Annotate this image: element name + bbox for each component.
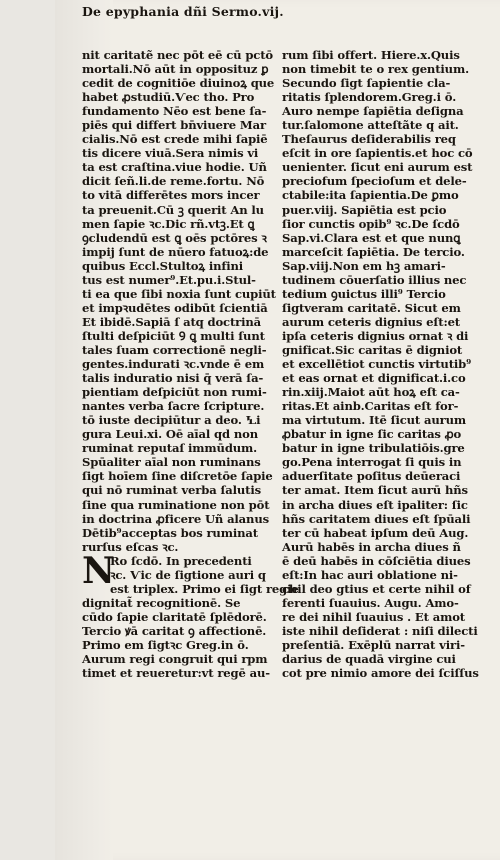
left-column-line: et impꝛudētes odibūt ſcientiā (82, 300, 268, 315)
right-column-line: ſigtveram caritatē. Sicut em (282, 300, 461, 315)
right-column-line: ctabile:ita ſapientia.De ꝑmo (282, 188, 459, 203)
right-column-line: eſt:In hac auri oblatione ni- (282, 567, 458, 582)
right-column-line: preciofum ſpecioſum et dele- (282, 174, 467, 189)
left-column-line: mortali.Nō aūt in opposituz ꝑ (82, 62, 269, 77)
right-column-line: tudinem cōuerſatio illius nec (282, 272, 467, 287)
running-header: De epyphania dñi Sermo.vij. (82, 4, 284, 19)
left-column-line: qui nō ruminat verba ſalutis (82, 483, 262, 498)
right-column-line: ipſa ceteris dignius ornat ꝛ di (282, 328, 469, 343)
right-column-line: Sap.vi.Clara est et que nunꝗ (282, 230, 461, 245)
right-column-line: rin.xiij.Maiot aūt hoꝝ eſt ca- (282, 385, 460, 400)
left-column-line: Tercio ꝟā caritat ꝯ affectionē. (82, 623, 267, 638)
left-column-line: Spūaliter aīal non ruminans (82, 455, 261, 470)
right-column-line: gnificat.Sic caritas ē digniot (282, 342, 463, 357)
right-column-line: ritas.Et ainb.Caritas eſt for- (282, 399, 459, 414)
left-column-line: gura Leui.xi. Oē aīal qd non (82, 427, 259, 442)
left-column-line: ꝛc. Ѵic de ſigtione auri q (110, 567, 266, 582)
right-column-line: ritatis ſplendorem.Greg.i ō. (282, 90, 457, 105)
right-column-line: ma virtutum. Itē ſicut aurum (282, 413, 466, 428)
left-column-line: piēs qui differt bn̄viuere Mar (82, 118, 266, 133)
left-column-line: cialis.Nō est crede mihi ſapiē (82, 132, 268, 147)
right-column-line: ter cū habeat ipſum deū Aug. (282, 525, 469, 540)
left-column-line: ti ea que ſibi noxia ſunt cupiūt (82, 286, 276, 301)
right-column-line: ꝓbatur in igne ſic caritas ꝓo (282, 427, 462, 442)
right-column-line: cot pre nimio amore dei ſciſſus (282, 666, 479, 681)
right-column-line: Secundo ſigt ſapientie cla- (282, 76, 451, 91)
left-column-line: men ſapie ꝛc.Dic rñ.vtꝫ.Et ꝗ (82, 216, 255, 231)
left-column-line: Primo em ſigtꝛc Greg.in ō. (82, 637, 249, 652)
left-column-line: tales ſuam correctionē negli- (82, 342, 267, 357)
left-column-line: Dētib⁹acceptas bos ruminat (82, 525, 258, 540)
left-column-line: pientiam deſpiciūt non rumi- (82, 385, 267, 400)
left-column-line: Aurum regi congruit qui rpm (82, 652, 268, 667)
left-column-line: to vitā differētes mors incer (82, 188, 260, 203)
left-column-line: tus est numer⁹.Et.pu.i.Stul- (82, 272, 256, 287)
right-column-line: aduerſitate poſitus deūeraci (282, 469, 461, 484)
left-column-line: dignitat̃ recognitionē. Se (82, 595, 241, 610)
left-column-line: est triplex. Primo ei ſigt regie (110, 581, 299, 596)
right-column-line: uenienter. ſicut eni aurum est (282, 160, 473, 175)
left-column-line: timet et reueretur:vt regē au- (82, 666, 270, 681)
left-column-line: cedit de cognitiōe diuinoꝝ que (82, 76, 275, 91)
right-column-line: iste nihil deſiderat : niſi dilecti (282, 623, 478, 638)
right-column-line: ferenti ſuauius. Augu. Amo- (282, 595, 459, 610)
right-column (282, 48, 477, 680)
left-column-line: in doctrina ꝓficere Uñ alanus (82, 511, 269, 526)
left-column-line: ſine qua ruminatione non pōt (82, 497, 270, 512)
right-column-line: Sap.viij.Non em hꝫ amari- (282, 258, 446, 273)
right-column-line: et eas ornat et dignificat.i.co (282, 371, 466, 386)
right-column-line: ſior cunctis opib⁹ ꝛc.De ſcdō (282, 216, 460, 231)
left-column-line: gentes.indurati ꝛc.vnde ē em (82, 357, 265, 372)
left-column-line: rurſus eſcas ꝛc. (82, 539, 179, 554)
right-column-line: ter amat. Item ſicut aurū hñs (282, 483, 468, 498)
right-column-line: go.Pena interrogat ſi quis in (282, 455, 462, 470)
left-column-line: tis dicere viuā.Sera nimis vi (82, 146, 259, 161)
right-column-line: Aurū habēs in archa diues ñ (282, 539, 461, 554)
left-column-line: ſigt hoīem ſine diſcretōe ſapie (82, 469, 273, 484)
left-column-line: ruminat reputaſ immūdum. (82, 441, 258, 456)
right-column-line: rum ſibi offert. Hiere.x.Quis (282, 48, 460, 62)
right-column-line: marceſcit ſapiētia. De tercio. (282, 244, 465, 259)
right-column-line: hñs caritatem diues eſt ſpūali (282, 511, 471, 526)
right-column-line: darius de quadā virgine cui (282, 652, 456, 667)
left-column-line: Ro ſcdō. In precedenti (110, 553, 252, 568)
left-column-line: habet ꝓstudiū.Ѵec tho. Pro (82, 90, 255, 105)
left-column-line: fundamento Nēo est bene ſa- (82, 104, 267, 119)
left-column-line: impij ſunt de nūero fatuoꝝ:de (82, 244, 269, 259)
right-column-line: preſentiā. Exēplū narrat viri- (282, 637, 465, 652)
right-column-line: ē deū habēs in cōſciētia diues (282, 553, 471, 568)
right-column-line: tur.ſalomone atteſtãte q ait. (282, 118, 459, 133)
right-column-line: tedium ꝯuictus illi⁹ Tercio (282, 286, 446, 301)
right-column-line: Auro nempe ſapiētia deſigna (282, 104, 464, 119)
left-column-line: quibus Eccl.Stultoꝝ infini (82, 258, 243, 273)
left-column-bottom-text (82, 549, 299, 681)
right-column-line: re dei nihil ſuauius . Et amot (282, 609, 465, 624)
right-column-line: puer.viij. Sapiētia est pcio (282, 202, 447, 217)
right-column-line: non timebit te o rex gentium. (282, 62, 469, 77)
right-column-line: chil deo gtius et certe nihil of (282, 581, 471, 596)
left-column-line: dicit ſeñ.li.de reme.fortu. Nō (82, 174, 265, 189)
drop-cap-initial: N (82, 549, 115, 592)
right-column-line: Theſaurus deſiderabilis req (282, 132, 456, 147)
left-column-line: cūdo ſapie claritatē ſplēdorē. (82, 609, 267, 624)
left-column-line: talis induratio nisi q̄ verā ſa- (82, 371, 264, 386)
left-column (82, 48, 299, 681)
right-column-line: eſcit in ore ſapientis.et hoc cō (282, 146, 473, 161)
left-column-line: ſtulti deſpiciūt Ꝯ ꝗ multi ſunt (82, 328, 265, 343)
right-column-line: et excellētiot cunctis virtutib⁹ (282, 357, 472, 372)
left-column-line: ta preuenit.Cū ꝫ querit An lu (82, 202, 264, 217)
second-part-paragraph (82, 549, 299, 681)
left-column-line: nit caritatẽ nec pōt eē cū pctō (82, 48, 273, 62)
left-column-line: ꝯcludendū est ꝗ oēs pctōres ꝛ (82, 230, 267, 245)
left-column-top-text (82, 48, 278, 554)
right-column-line: in archa diues eſt ipaliter: ſic (282, 497, 468, 512)
left-column-line: Et ibidē.Sapiā ſ atq doctrinā (82, 314, 261, 329)
left-column-line: ta est craſtina.viue hodie. Uñ (82, 160, 267, 175)
right-column-line: aurum ceteris dignius eſt:et (282, 314, 460, 329)
left-column-line: nantes verba ſacre ſcripture. (82, 399, 265, 414)
left-column-line: tō iuste decipiūtur a deo. Ꝇi (82, 413, 261, 428)
right-column-line: batur in igne tribulatiōis.gre (282, 441, 465, 456)
